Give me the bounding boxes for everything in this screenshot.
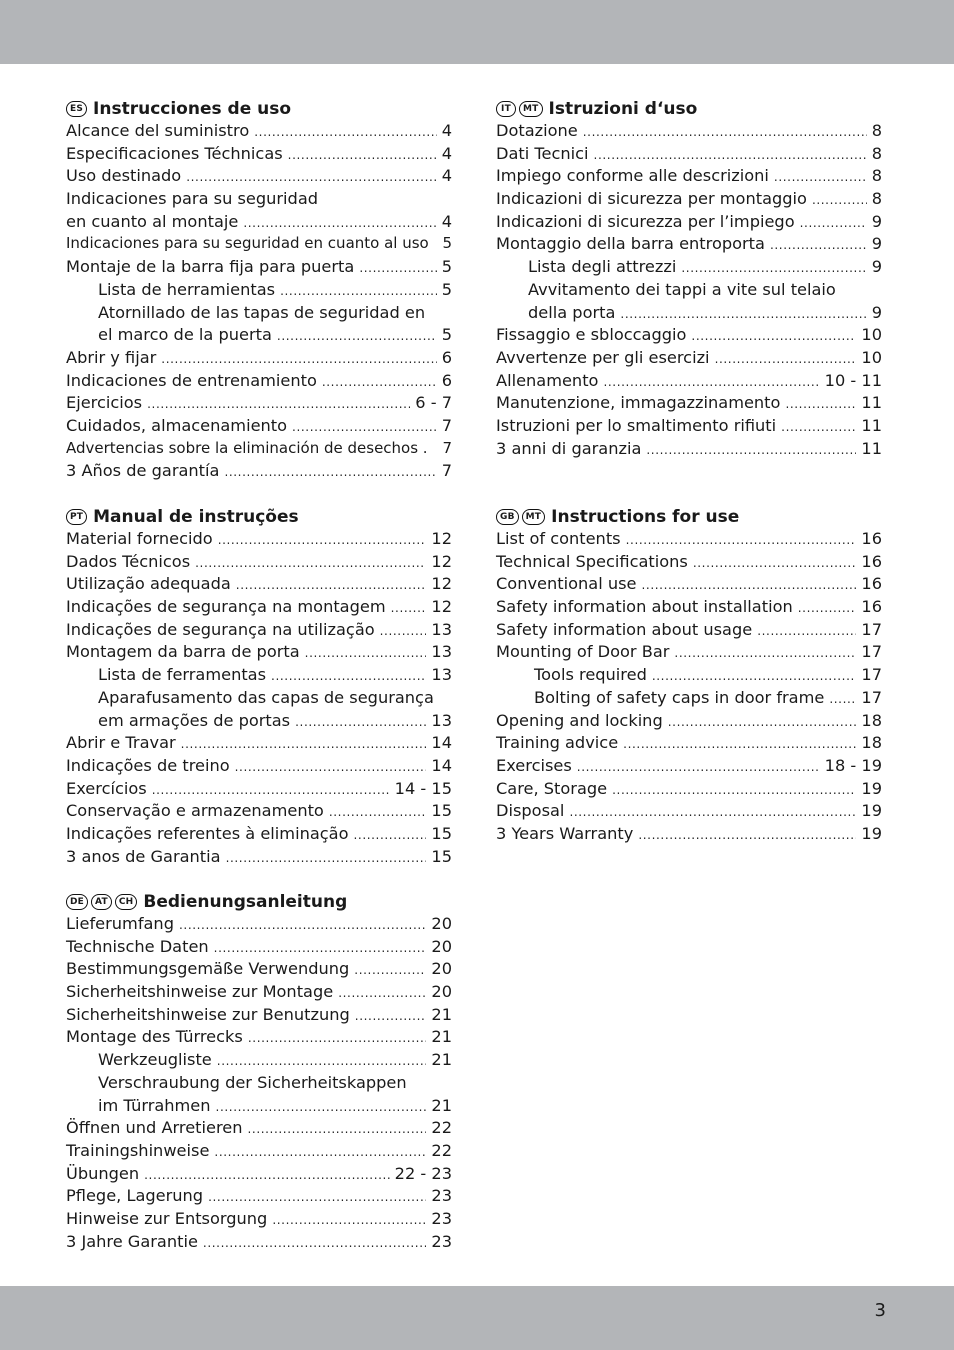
toc-subentry[interactable]: della porta ..... 9 <box>496 303 882 326</box>
toc-subentry[interactable]: el marco de la puerta ..... 5 <box>66 325 452 348</box>
toc-entry[interactable]: 3 Years Warranty ..... 19 <box>496 824 882 847</box>
section-heading <box>66 506 452 528</box>
toc-subentry[interactable]: im Türrahmen ..... 21 <box>66 1096 452 1119</box>
toc-entry[interactable]: Especificaciones Téchnicas ..... 4 <box>66 144 452 167</box>
toc-entry[interactable]: Uso destinado ..... 4 <box>66 166 452 189</box>
toc-entry[interactable]: Indicazioni di sicurezza per l’impiego ..... 9 <box>496 212 882 235</box>
toc-entry[interactable]: Montagem da barra de porta ..... 13 <box>66 642 452 665</box>
toc-subentry[interactable]: Atornillado de las tapas de seguridad en <box>98 302 426 322</box>
toc-entry[interactable]: Exercícios ..... 14 - 15 <box>66 779 452 802</box>
toc-entry[interactable]: Safety information about usage ..... 17 <box>496 620 882 643</box>
toc-entry[interactable]: Technical Specifications ..... 16 <box>496 552 882 575</box>
toc-section-gb <box>496 506 882 847</box>
toc-entry[interactable]: Avvertenze per gli esercizi ..... 10 <box>496 348 882 371</box>
language-badge-mt: MT <box>522 509 546 525</box>
toc-entry[interactable]: Allenamento ..... 10 - 11 <box>496 371 882 394</box>
toc-entry[interactable]: Indicaciones para su seguridad en cuanto al uso 5 <box>66 234 452 253</box>
section-title: Instructions for use <box>551 507 740 527</box>
page-number: 3 <box>874 1300 886 1321</box>
language-badge-pt: PT <box>66 509 87 525</box>
toc-entry[interactable]: Bestimmungsgemäße Verwendung ..... 20 <box>66 959 452 982</box>
toc-section-it <box>496 98 882 461</box>
toc-entry[interactable]: Advertencias sobre la eliminación de desechos . 7 <box>66 438 452 457</box>
toc-entry[interactable]: Öffnen und Arretieren ..... 22 <box>66 1118 452 1141</box>
toc-entry[interactable]: 3 Jahre Garantie ..... 23 <box>66 1232 452 1255</box>
section-title: Istruzioni d‘uso <box>548 99 698 119</box>
toc-entry[interactable]: Care, Storage ..... 19 <box>496 779 882 802</box>
toc-entry[interactable]: en cuanto al montaje ..... 4 <box>66 212 452 235</box>
toc-entry[interactable]: Übungen ..... 22 - 23 <box>66 1164 452 1187</box>
language-badge-es: ES <box>66 101 87 117</box>
toc-subentry[interactable]: em armações de portas ..... 13 <box>66 711 452 734</box>
toc-entry[interactable]: Ejercicios ..... 6 - 7 <box>66 393 452 416</box>
toc-subentry[interactable]: Lista de ferramentas ..... 13 <box>66 665 452 688</box>
toc-entry[interactable]: Trainingshinweise ..... 22 <box>66 1141 452 1164</box>
toc-subentry[interactable]: Bolting of safety caps in door frame ..... 17 <box>496 688 882 711</box>
language-badge-it: IT <box>496 101 516 117</box>
section-heading <box>496 506 882 528</box>
toc-entry[interactable]: Indicações referentes à eliminação ..... 15 <box>66 824 452 847</box>
section-heading <box>66 98 452 120</box>
language-badge-de: DE <box>66 894 88 910</box>
language-badge-at: AT <box>91 894 112 910</box>
toc-entry[interactable]: Material fornecido ..... 12 <box>66 529 452 552</box>
toc-entry[interactable]: Abrir y fijar ..... 6 <box>66 348 452 371</box>
toc-section-de <box>66 891 452 1254</box>
toc-entry[interactable]: Istruzioni per lo smaltimento rifiuti ..... 11 <box>496 416 882 439</box>
toc-entry[interactable]: 3 anos de Garantia ..... 15 <box>66 847 452 870</box>
toc-entry[interactable]: Exercises ..... 18 - 19 <box>496 756 882 779</box>
toc-subentry[interactable]: Werkzeugliste ..... 21 <box>66 1050 452 1073</box>
toc-entry[interactable]: Impiego conforme alle descrizioni ..... 8 <box>496 166 882 189</box>
toc-entry[interactable]: Disposal ..... 19 <box>496 801 882 824</box>
toc-entry[interactable]: Indicaciones para su seguridad <box>66 189 319 209</box>
footer-band <box>0 1286 954 1350</box>
toc-entry[interactable]: Indicaciones de entrenamiento ..... 6 <box>66 371 452 394</box>
toc-subentry[interactable]: Verschraubung der Sicherheitskappen <box>98 1072 407 1092</box>
toc-entry[interactable]: Technische Daten ..... 20 <box>66 937 452 960</box>
toc-entry[interactable]: List of contents ..... 16 <box>496 529 882 552</box>
toc-entry[interactable]: Dotazione ..... 8 <box>496 121 882 144</box>
toc-entry[interactable]: Hinweise zur Entsorgung ..... 23 <box>66 1209 452 1232</box>
toc-entry[interactable]: Sicherheitshinweise zur Benutzung ..... 21 <box>66 1005 452 1028</box>
toc-subentry[interactable]: Avvitamento dei tappi a vite sul telaio <box>528 279 836 299</box>
toc-entry[interactable]: Manutenzione, immagazzinamento ..... 11 <box>496 393 882 416</box>
toc-entry[interactable]: Dati Tecnici ..... 8 <box>496 144 882 167</box>
toc-entry[interactable]: Conventional use ..... 16 <box>496 574 882 597</box>
toc-entry[interactable]: Montage des Türrecks ..... 21 <box>66 1027 452 1050</box>
toc-entry[interactable]: Utilização adequada ..... 12 <box>66 574 452 597</box>
toc-entry[interactable]: Training advice ..... 18 <box>496 733 882 756</box>
toc-entry[interactable]: Dados Técnicos ..... 12 <box>66 552 452 575</box>
toc-subentry[interactable]: Aparafusamento das capas de segurança <box>98 687 434 707</box>
toc-entry[interactable]: Conservação e armazenamento ..... 15 <box>66 801 452 824</box>
toc-section-pt <box>66 506 452 869</box>
toc-entry[interactable]: 3 anni di garanzia ..... 11 <box>496 439 882 462</box>
toc-entry[interactable]: Safety information about installation ..... 16 <box>496 597 882 620</box>
toc-entry[interactable]: Pflege, Lagerung ..... 23 <box>66 1186 452 1209</box>
toc-entry[interactable]: Sicherheitshinweise zur Montage ..... 20 <box>66 982 452 1005</box>
toc-entry[interactable]: Montaggio della barra entroporta ..... 9 <box>496 234 882 257</box>
section-title: Instrucciones de uso <box>93 99 292 119</box>
language-badge-mt: MT <box>519 101 543 117</box>
section-title: Bedienungsanleitung <box>143 892 348 912</box>
toc-subentry[interactable]: Lista de herramientas ..... 5 <box>66 280 452 303</box>
toc-entry[interactable]: 3 Años de garantía ..... 7 <box>66 461 452 484</box>
toc-entry[interactable]: Montaje de la barra fija para puerta ..... 5 <box>66 257 452 280</box>
toc-entry[interactable]: Mounting of Door Bar ..... 17 <box>496 642 882 665</box>
language-badge-gb: GB <box>496 509 519 525</box>
section-heading <box>66 891 452 913</box>
toc-subentry[interactable]: Lista degli attrezzi ..... 9 <box>496 257 882 280</box>
toc-entry[interactable]: Opening and locking ..... 18 <box>496 711 882 734</box>
language-badge-ch: CH <box>115 894 138 910</box>
toc-entry[interactable]: Alcance del suministro ..... 4 <box>66 121 452 144</box>
toc-entry[interactable]: Indicações de segurança na utilização ..... 13 <box>66 620 452 643</box>
toc-entry[interactable]: Cuidados, almacenamiento ..... 7 <box>66 416 452 439</box>
section-heading <box>496 98 882 120</box>
header-band <box>0 0 954 64</box>
toc-entry[interactable]: Abrir e Travar ..... 14 <box>66 733 452 756</box>
section-title: Manual de instruções <box>93 507 299 527</box>
toc-subentry[interactable]: Tools required ..... 17 <box>496 665 882 688</box>
toc-entry[interactable]: Indicações de treino ..... 14 <box>66 756 452 779</box>
toc-section-es <box>66 98 452 484</box>
toc-entry[interactable]: Lieferumfang ..... 20 <box>66 914 452 937</box>
toc-entry[interactable]: Indicações de segurança na montagem ..... 12 <box>66 597 452 620</box>
toc-entry[interactable]: Fissaggio e sbloccaggio ..... 10 <box>496 325 882 348</box>
toc-entry[interactable]: Indicazioni di sicurezza per montaggio ..... 8 <box>496 189 882 212</box>
